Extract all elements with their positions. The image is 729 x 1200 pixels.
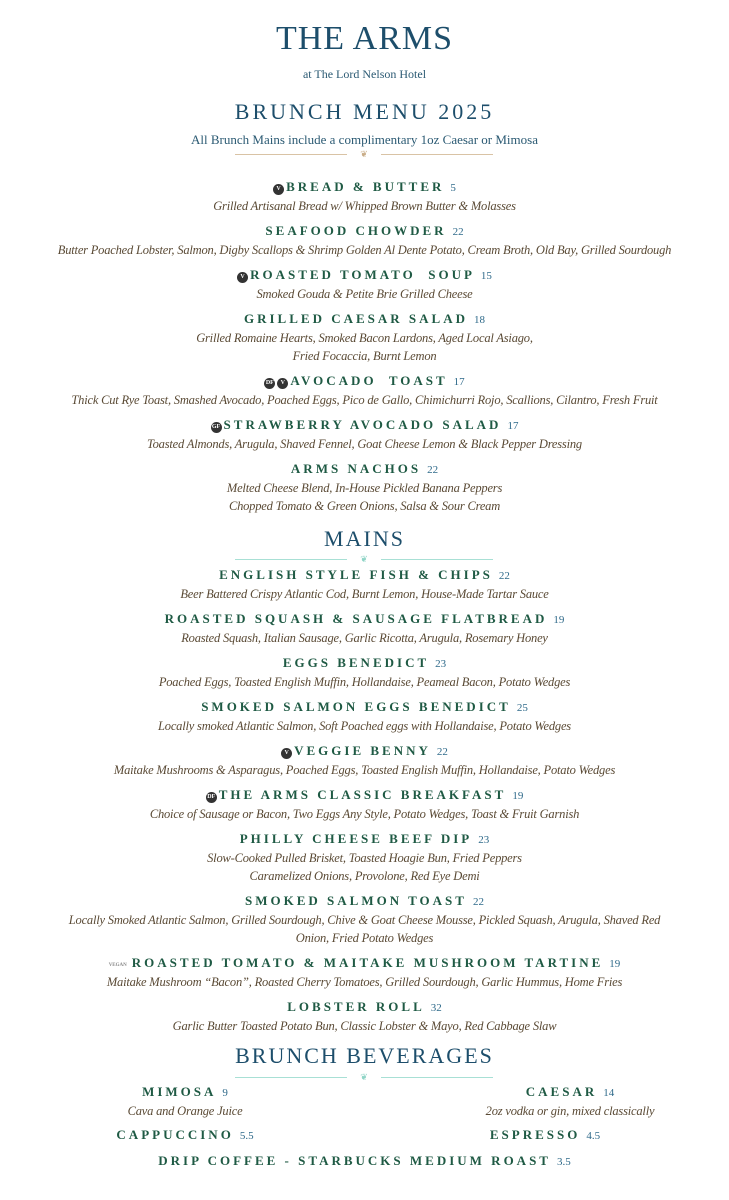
menu-item [0, 178, 729, 215]
item-name: SMOKED SALMON EGGS BENEDICT [201, 699, 511, 714]
item-name: THE ARMS CLASSIC BREAKFAST [218, 787, 507, 802]
item-name: CAPPUCCINO [116, 1127, 234, 1142]
item-description: Locally smoked Atlantic Salmon, Soft Poached eggs with Hollandaise, Potato Wedges [158, 719, 571, 733]
item-name: EGGS BENEDICT [282, 655, 430, 670]
item-name: SMOKED SALMON TOAST [245, 893, 467, 908]
item-price: 17 [507, 420, 519, 432]
menu-item [0, 892, 729, 947]
beverage-cappuccino [85, 1126, 285, 1145]
item-name: BREAD & BUTTER [286, 179, 445, 194]
divider [235, 151, 493, 159]
item-name: STRAWBERRY AVOCADO SALAD [223, 417, 502, 432]
restaurant-title: THE ARMS [275, 20, 454, 57]
item-description: Grilled Romaine Hearts, Smoked Bacon Lardons, Aged Local Asiago, [196, 331, 533, 345]
item-price: 22 [498, 570, 510, 582]
item-description: Cava and Orange Juice [127, 1104, 243, 1118]
item-name: ARMS NACHOS [290, 461, 422, 476]
df-badge-icon: DF [206, 792, 217, 803]
menu-item [0, 566, 729, 603]
item-name: MIMOSA [142, 1084, 217, 1099]
v-badge-icon: V [273, 184, 284, 195]
beverage-espresso [445, 1126, 645, 1145]
item-price: 22 [472, 896, 484, 908]
divider [235, 1074, 493, 1082]
menu-item [0, 460, 729, 515]
item-description: Melted Cheese Blend, In-House Pickled Banana Peppers [226, 481, 503, 495]
item-name: ENGLISH STYLE FISH & CHIPS [219, 567, 493, 582]
menu-item [0, 998, 729, 1035]
item-price: 22 [436, 746, 448, 758]
item-name: VEGGIE BENNY [294, 743, 431, 758]
menu-item [0, 416, 729, 453]
item-name: GRILLED CAESAR SALAD [244, 311, 468, 326]
menu-item [0, 610, 729, 647]
menu-item [0, 742, 729, 779]
item-description: Toasted Almonds, Arugula, Shaved Fennel, Goat Cheese Lemon & Black Pepper Dressing [147, 437, 582, 451]
item-description: Grilled Artisanal Bread w/ Whipped Brown Butter & Molasses [213, 199, 516, 213]
ornament-icon: ❦ [347, 150, 381, 159]
menu-item [0, 954, 729, 991]
item-name: DRIP COFFEE - STARBUCKS MEDIUM ROAST [158, 1153, 551, 1168]
mains-heading: MAINS [324, 526, 405, 551]
menu-title: BRUNCH MENU 2025 [234, 99, 495, 124]
item-name: ROASTED SQUASH & SAUSAGE FLATBREAD [164, 611, 548, 626]
item-price: 19 [553, 614, 565, 626]
item-price: 22 [452, 226, 464, 238]
item-description: Maitake Mushrooms & Asparagus, Poached Eggs, Toasted English Muffin, Hollandaise, Potato Wedges [113, 763, 616, 777]
item-name: ROASTED TOMATO & MAITAKE MUSHROOM TARTINE [131, 955, 604, 970]
item-price: 25 [516, 702, 528, 714]
mains-section [0, 566, 729, 1042]
item-description: Locally Smoked Atlantic Salmon, Grilled Sourdough, Chive & Goat Cheese Mousse, Pickled Squash, Arugula, Shaved Red [68, 913, 661, 927]
menu-item [0, 698, 729, 735]
item-description: Smoked Gouda & Petite Brie Grilled Cheese [256, 287, 473, 301]
menu-item [0, 310, 729, 365]
item-description: Caramelized Onions, Provolone, Red Eye Demi [249, 869, 480, 883]
divider [235, 556, 493, 564]
ornament-icon: ❦ [347, 1073, 381, 1082]
item-price: 5 [450, 182, 456, 194]
item-name: AVOCADO TOAST [290, 373, 448, 388]
item-price: 19 [512, 790, 524, 802]
item-price: 5.5 [239, 1130, 254, 1142]
item-description: Beer Battered Crispy Atlantic Cod, Burnt Lemon, House-Made Tartar Sauce [180, 587, 549, 601]
restaurant-subtitle: at The Lord Nelson Hotel [302, 67, 427, 81]
item-description: Onion, Fried Potato Wedges [295, 931, 434, 945]
item-description: Fried Focaccia, Burnt Lemon [292, 349, 437, 363]
item-description: Thick Cut Rye Toast, Smashed Avocado, Poached Eggs, Pico de Gallo, Chimichurri Rojo, Scallions, Cilantro, Fresh Fruit [71, 393, 658, 407]
item-price: 22 [427, 464, 439, 476]
beverage-mimosa [85, 1083, 285, 1120]
v-badge-icon: V [277, 378, 288, 389]
item-price: 3.5 [556, 1156, 571, 1168]
vegan-badge-icon: VEGAN [108, 963, 127, 968]
gf-badge-icon: GF [211, 422, 222, 433]
item-name: LOBSTER ROLL [287, 999, 425, 1014]
ornament-icon: ❦ [347, 555, 381, 564]
item-price: 19 [609, 958, 621, 970]
v-badge-icon: V [281, 748, 292, 759]
item-description: Slow-Cooked Pulled Brisket, Toasted Hoagie Bun, Fried Peppers [207, 851, 522, 865]
item-description: Choice of Sausage or Bacon, Two Eggs Any Style, Potato Wedges, Toast & Fruit Garnish [149, 807, 580, 821]
menu-item [0, 266, 729, 303]
menu-item [0, 830, 729, 885]
item-price: 18 [473, 314, 485, 326]
menu-item [0, 786, 729, 823]
item-price: 9 [222, 1087, 228, 1099]
item-description: Roasted Squash, Italian Sausage, Garlic Ricotta, Arugula, Rosemary Honey [181, 631, 548, 645]
beverages-heading: BRUNCH BEVERAGES [235, 1043, 494, 1068]
menu-note: All Brunch Mains include a complimentary 1oz Caesar or Mimosa [191, 132, 538, 147]
item-price: 23 [478, 834, 490, 846]
menu-item [0, 372, 729, 409]
item-price: 15 [480, 270, 492, 282]
beverage-caesar [420, 1083, 720, 1120]
item-description: Chopped Tomato & Green Onions, Salsa & Sour Cream [228, 499, 501, 513]
v-badge-icon: V [237, 272, 248, 283]
menu-item [0, 654, 729, 691]
menu-item [0, 222, 729, 259]
item-description: Butter Poached Lobster, Salmon, Digby Scallops & Shrimp Golden Al Dente Potato, Cream Broth, Old Bay, Grilled Sourdough [57, 243, 672, 257]
item-description: 2oz vodka or gin, mixed classically [485, 1104, 655, 1118]
item-price: 4.5 [586, 1130, 601, 1142]
item-name: ESPRESSO [489, 1127, 581, 1142]
beverage-drip-coffee [0, 1152, 729, 1171]
item-price: 23 [435, 658, 447, 670]
item-price: 32 [430, 1002, 442, 1014]
item-name: SEAFOOD CHOWDER [265, 223, 447, 238]
item-description: Maitake Mushroom “Bacon”, Roasted Cherry Tomatoes, Grilled Sourdough, Garlic Hummus, Home Fries [106, 975, 623, 989]
item-name: CAESAR [525, 1084, 598, 1099]
item-price: 14 [603, 1087, 615, 1099]
item-price: 17 [453, 376, 465, 388]
df-badge-icon: DF [264, 378, 275, 389]
item-description: Poached Eggs, Toasted English Muffin, Hollandaise, Peameal Bacon, Potato Wedges [158, 675, 571, 689]
item-description: Garlic Butter Toasted Potato Bun, Classic Lobster & Mayo, Red Cabbage Slaw [172, 1019, 557, 1033]
item-name: ROASTED TOMATO SOUP [250, 267, 475, 282]
item-name: PHILLY CHEESE BEEF DIP [239, 831, 473, 846]
starters-section [0, 178, 729, 522]
